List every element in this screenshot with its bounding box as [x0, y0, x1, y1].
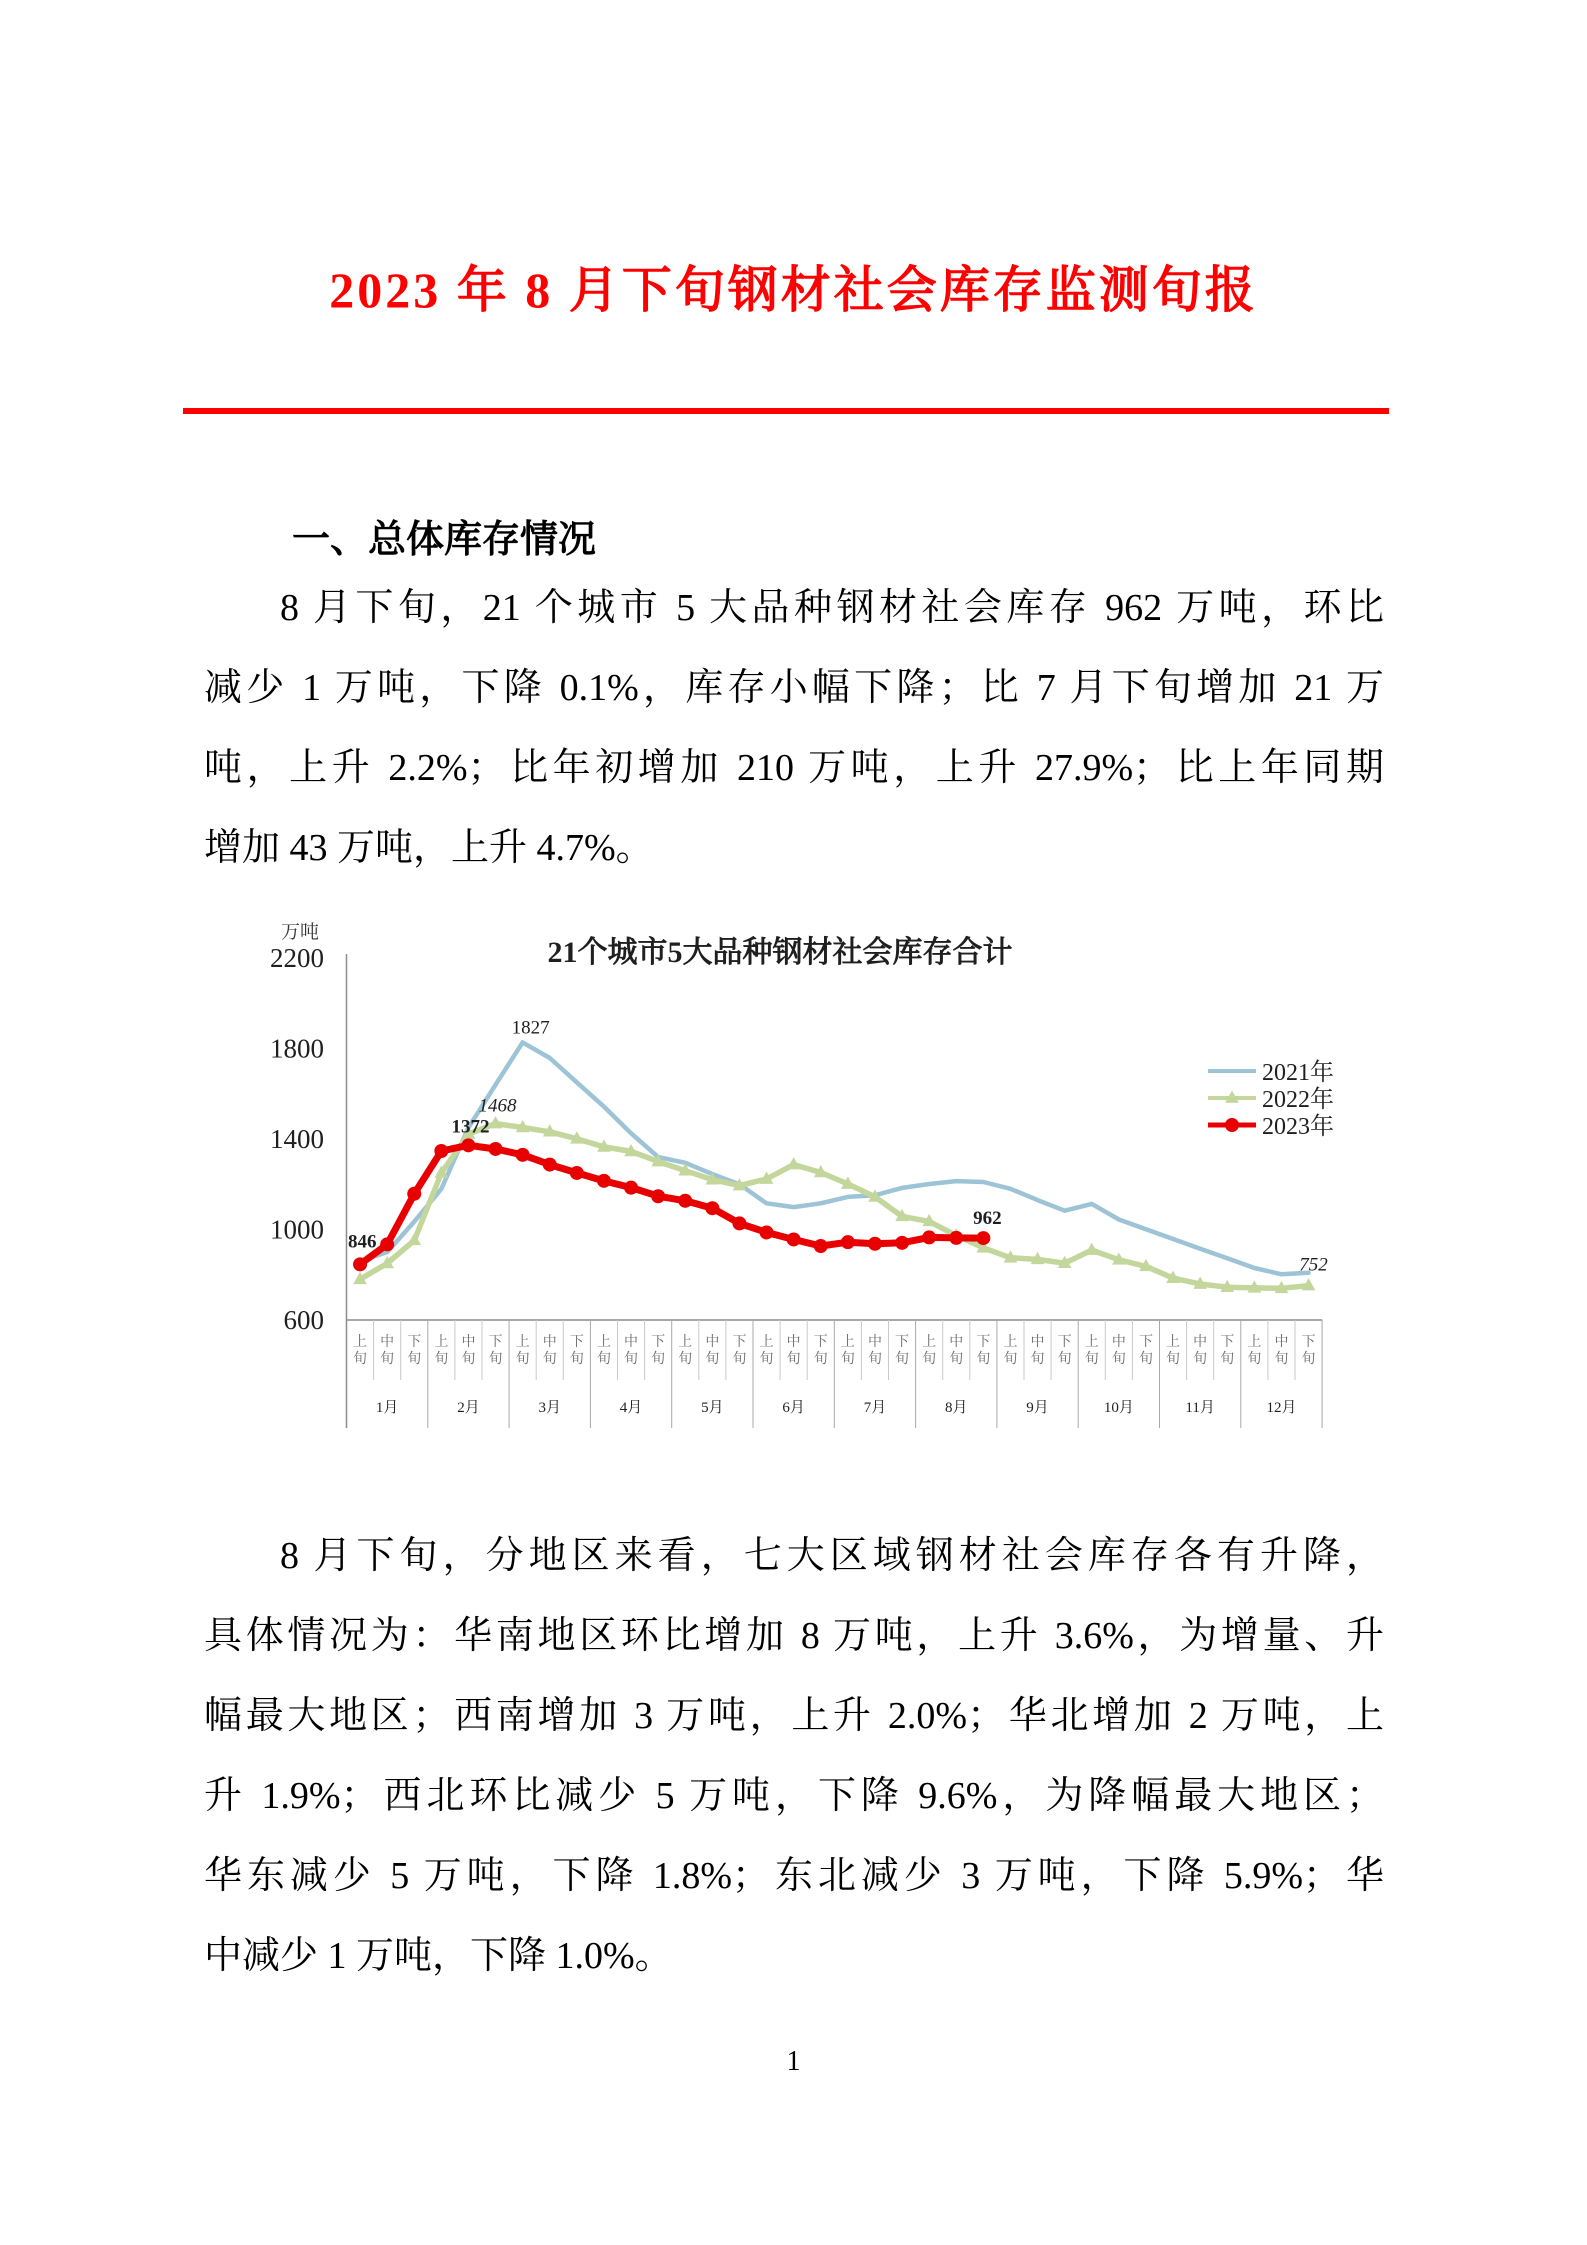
x-period-label: 下	[976, 1335, 991, 1350]
x-month-label: 11月	[1185, 1400, 1215, 1416]
x-period-label: 旬	[786, 1352, 801, 1367]
x-month-label: 7月	[863, 1400, 887, 1416]
x-period-label: 旬	[922, 1352, 937, 1367]
x-period-label: 下	[1138, 1335, 1153, 1350]
circle-marker	[651, 1189, 665, 1203]
x-period-label: 旬	[1301, 1352, 1316, 1367]
x-period-label: 旬	[651, 1352, 666, 1367]
circle-marker	[570, 1166, 584, 1180]
x-month-label: 8月	[944, 1400, 968, 1416]
x-period-label: 旬	[488, 1352, 503, 1367]
circle-marker	[814, 1239, 828, 1253]
text-line: 减少 1 万吨，下降 0.1%，库存小幅下降；比 7 月下旬增加 21 万	[204, 667, 1384, 709]
x-period-label: 旬	[732, 1352, 747, 1367]
x-month-label: 6月	[782, 1400, 805, 1416]
x-period-label: 旬	[678, 1352, 693, 1367]
x-period-label: 旬	[434, 1352, 449, 1367]
x-period-label: 旬	[867, 1352, 882, 1367]
x-period-label: 旬	[840, 1352, 855, 1367]
x-period-label: 中	[380, 1335, 395, 1350]
point-label: 752	[1299, 1254, 1328, 1276]
y-tick-label: 1800	[270, 1033, 324, 1064]
title-underline	[183, 408, 1389, 414]
x-period-label: 中	[1274, 1335, 1289, 1350]
x-period-label: 下	[732, 1335, 747, 1350]
circle-marker	[787, 1232, 801, 1246]
circle-marker	[434, 1144, 448, 1158]
chart-title: 21个城市5大品种钢材社会库存合计	[547, 936, 1013, 969]
x-period-label: 中	[1193, 1335, 1208, 1350]
text-line: 吨，上升 2.2%；比年初增加 210 万吨，上升 27.9%；比上年同期	[204, 747, 1384, 789]
series-line-2021年	[360, 1042, 1309, 1274]
circle-marker	[353, 1257, 367, 1271]
inventory-line-chart	[250, 910, 1430, 1510]
triangle-marker	[1085, 1243, 1099, 1255]
circle-marker	[624, 1181, 638, 1195]
circle-marker	[868, 1237, 882, 1251]
x-period-label: 旬	[705, 1352, 720, 1367]
x-period-label: 旬	[461, 1352, 476, 1367]
x-period-label: 上	[353, 1335, 368, 1350]
y-tick-label: 1400	[270, 1124, 324, 1154]
x-period-label: 中	[949, 1335, 964, 1350]
point-label: 1468	[478, 1095, 517, 1117]
x-period-label: 旬	[1030, 1352, 1045, 1367]
x-period-label: 旬	[1003, 1352, 1018, 1367]
x-month-label: 3月	[538, 1400, 562, 1416]
x-period-label: 旬	[1274, 1352, 1289, 1367]
x-period-label: 中	[705, 1335, 720, 1350]
circle-marker	[949, 1231, 963, 1245]
x-period-label: 中	[867, 1335, 882, 1350]
x-period-label: 旬	[596, 1352, 611, 1367]
x-period-label: 下	[1057, 1335, 1072, 1350]
x-period-label: 下	[1301, 1335, 1316, 1350]
overall-inventory-paragraph	[204, 568, 1384, 888]
legend-label: 2022年	[1262, 1087, 1334, 1113]
point-label: 1827	[511, 1017, 550, 1039]
legend-label: 2023年	[1262, 1114, 1334, 1140]
legend-label: 2021年	[1262, 1060, 1334, 1086]
x-period-label: 中	[461, 1335, 476, 1350]
circle-marker	[705, 1201, 719, 1215]
x-period-label: 旬	[976, 1352, 991, 1367]
circle-marker	[597, 1174, 611, 1188]
circle-marker	[922, 1230, 936, 1244]
x-period-label: 旬	[542, 1352, 557, 1367]
x-period-label: 下	[569, 1335, 584, 1350]
regional-inventory-paragraph	[204, 1516, 1384, 1996]
x-period-label: 旬	[380, 1352, 395, 1367]
x-month-label: 12月	[1266, 1400, 1297, 1416]
text-line: 中减少 1 万吨，下降 1.0%。	[204, 1935, 673, 1977]
section-heading: 一、总体库存情况	[292, 519, 597, 561]
x-period-label: 上	[1084, 1335, 1099, 1350]
x-period-label: 旬	[407, 1352, 422, 1367]
x-period-label: 旬	[624, 1352, 639, 1367]
x-month-label: 1月	[375, 1400, 399, 1416]
circle-marker	[407, 1187, 421, 1201]
x-period-label: 旬	[515, 1352, 530, 1367]
x-period-label: 下	[407, 1335, 422, 1350]
x-period-label: 下	[895, 1335, 910, 1350]
x-period-label: 上	[434, 1335, 449, 1350]
circle-marker	[760, 1225, 774, 1239]
x-period-label: 中	[1111, 1335, 1126, 1350]
circle-marker	[976, 1231, 990, 1245]
x-period-label: 上	[922, 1335, 937, 1350]
x-period-label: 下	[651, 1335, 666, 1350]
x-period-label: 上	[1003, 1335, 1018, 1350]
text-line: 具体情况为：华南地区环比增加 8 万吨，上升 3.6%，为增量、升	[204, 1615, 1384, 1657]
circle-marker	[841, 1235, 855, 1249]
y-tick-label: 2200	[270, 943, 324, 973]
x-period-label: 旬	[1084, 1352, 1099, 1367]
text-line: 8 月下旬，分地区来看，七大区域钢材社会库存各有升降，	[280, 1535, 1384, 1577]
x-period-label: 中	[786, 1335, 801, 1350]
x-period-label: 上	[759, 1335, 774, 1350]
x-period-label: 旬	[1193, 1352, 1208, 1367]
point-label: 962	[973, 1208, 1002, 1230]
x-period-label: 旬	[895, 1352, 910, 1367]
x-period-label: 下	[488, 1335, 503, 1350]
point-label: 846	[348, 1231, 377, 1253]
circle-marker	[489, 1142, 503, 1156]
x-period-label: 上	[515, 1335, 530, 1350]
x-month-label: 2月	[457, 1400, 480, 1416]
x-period-label: 旬	[1111, 1352, 1126, 1367]
x-period-label: 上	[1247, 1335, 1262, 1350]
x-period-label: 旬	[569, 1352, 584, 1367]
circle-marker	[516, 1148, 530, 1162]
text-line: 增加 43 万吨，上升 4.7%。	[204, 827, 654, 869]
circle-marker	[543, 1158, 557, 1172]
x-period-label: 中	[542, 1335, 557, 1350]
x-period-label: 旬	[949, 1352, 964, 1367]
x-period-label: 上	[840, 1335, 855, 1350]
text-line: 8 月下旬，21 个城市 5 大品种钢材社会库存 962 万吨，环比	[280, 587, 1384, 629]
page-number: 1	[786, 2046, 801, 2077]
circle-marker	[380, 1237, 394, 1251]
circle-marker	[732, 1216, 746, 1230]
legend-circle-marker	[1225, 1118, 1239, 1132]
x-period-label: 旬	[1138, 1352, 1153, 1367]
x-period-label: 下	[813, 1335, 828, 1350]
circle-marker	[895, 1236, 909, 1250]
x-period-label: 中	[1030, 1335, 1045, 1350]
point-label: 1372	[451, 1116, 490, 1138]
circle-marker	[461, 1138, 475, 1152]
circle-marker	[678, 1194, 692, 1208]
y-tick-label: 600	[283, 1305, 324, 1335]
x-period-label: 旬	[813, 1352, 828, 1367]
x-period-label: 上	[596, 1335, 611, 1350]
x-period-label: 旬	[1166, 1352, 1181, 1367]
x-period-label: 上	[678, 1335, 693, 1350]
x-period-label: 下	[1220, 1335, 1235, 1350]
text-line: 幅最大地区；西南增加 3 万吨，上升 2.0%；华北增加 2 万吨，上	[204, 1695, 1384, 1737]
x-month-label: 5月	[701, 1400, 724, 1416]
x-month-label: 4月	[619, 1400, 643, 1416]
x-period-label: 旬	[759, 1352, 774, 1367]
x-period-label: 旬	[353, 1352, 368, 1367]
document-title: 2023 年 8 月下旬钢材社会库存监测旬报	[329, 262, 1258, 318]
y-tick-label: 1000	[270, 1214, 324, 1245]
x-period-label: 中	[624, 1335, 639, 1350]
x-period-label: 旬	[1247, 1352, 1262, 1367]
x-period-label: 旬	[1220, 1352, 1235, 1367]
x-period-label: 上	[1166, 1335, 1181, 1350]
x-month-label: 9月	[1026, 1400, 1049, 1416]
y-axis-unit-label: 万吨	[281, 922, 320, 943]
inventory-chart	[250, 910, 1430, 1510]
text-line: 升 1.9%；西北环比减少 5 万吨，下降 9.6%，为降幅最大地区；	[204, 1775, 1384, 1817]
x-month-label: 10月	[1103, 1400, 1134, 1416]
text-line: 华东减少 5 万吨，下降 1.8%；东北减少 3 万吨，下降 5.9%；华	[204, 1855, 1384, 1897]
x-period-label: 旬	[1057, 1352, 1072, 1367]
